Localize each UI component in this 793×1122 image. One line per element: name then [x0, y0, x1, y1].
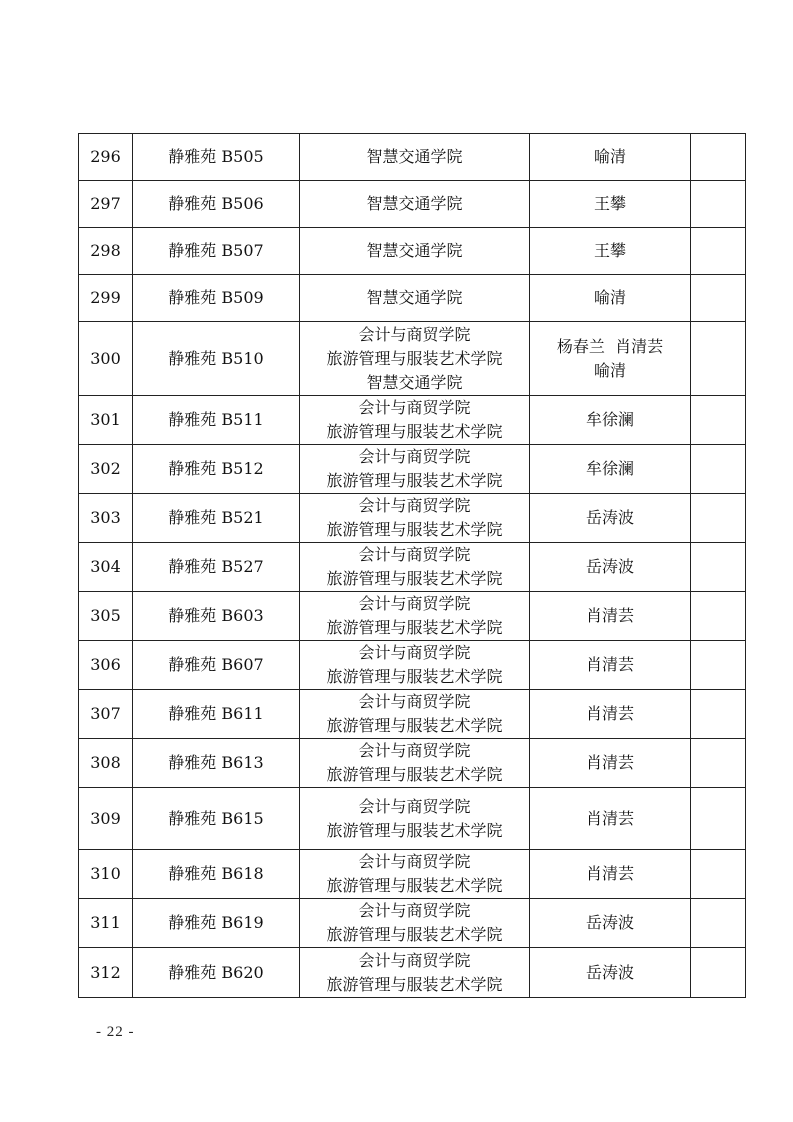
row-number: 310: [79, 850, 133, 899]
note-cell: [691, 899, 746, 948]
room-cell: 静雅苑 B510: [133, 322, 300, 396]
person-cell: [530, 275, 691, 322]
row-number: 296: [79, 134, 133, 181]
person-line: 喻清: [593, 360, 626, 380]
person-cell: [530, 592, 691, 641]
note-cell: [691, 592, 746, 641]
table-row: [79, 445, 746, 494]
table-row: [79, 228, 746, 275]
person-cell: [530, 396, 691, 445]
college-cell: [300, 181, 530, 228]
room-cell: 静雅苑 B618: [133, 850, 300, 899]
college-line: 会计与商贸学院: [358, 447, 471, 466]
note-cell: [691, 181, 746, 228]
row-number: 311: [79, 899, 133, 948]
person-line: 王攀: [593, 194, 626, 213]
room-cell: 静雅苑 B507: [133, 228, 300, 275]
college-line: 会计与商贸学院: [358, 545, 471, 564]
person-cell: [530, 850, 691, 899]
person-line: 岳涛波: [585, 913, 634, 932]
row-number: 304: [79, 543, 133, 592]
table-row: [79, 739, 746, 788]
row-number: 301: [79, 396, 133, 445]
person-line: 肖清芸: [585, 606, 634, 625]
note-cell: [691, 494, 746, 543]
person-cell: [530, 641, 691, 690]
row-number: 306: [79, 641, 133, 690]
room-cell: 静雅苑 B527: [133, 543, 300, 592]
row-number: 307: [79, 690, 133, 739]
college-line: 会计与商贸学院: [358, 594, 471, 613]
note-cell: [691, 850, 746, 899]
college-line: 旅游管理与服装艺术学院: [326, 876, 503, 895]
table-row: [79, 543, 746, 592]
college-line: 会计与商贸学院: [358, 496, 471, 515]
college-line: 旅游管理与服装艺术学院: [326, 422, 503, 441]
college-cell: [300, 899, 530, 948]
note-cell: [691, 445, 746, 494]
person-line: 肖清芸: [585, 864, 634, 883]
person-line: 牟徐澜: [585, 459, 634, 478]
room-cell: 静雅苑 B509: [133, 275, 300, 322]
room-cell: 静雅苑 B506: [133, 181, 300, 228]
room-cell: 静雅苑 B521: [133, 494, 300, 543]
person-cell: [530, 543, 691, 592]
college-line: 旅游管理与服装艺术学院: [326, 765, 503, 784]
row-number: 297: [79, 181, 133, 228]
college-line: 会计与商贸学院: [358, 796, 471, 816]
person-cell: [530, 445, 691, 494]
college-cell: [300, 592, 530, 641]
person-line: 岳涛波: [585, 508, 634, 527]
college-cell: [300, 494, 530, 543]
person-cell: [530, 494, 691, 543]
note-cell: [691, 322, 746, 396]
college-line: 智慧交通学院: [366, 372, 463, 392]
college-line: 会计与商贸学院: [358, 692, 471, 711]
note-cell: [691, 739, 746, 788]
college-cell: [300, 690, 530, 739]
dormitory-assignment-table: [78, 133, 746, 998]
person-line: 喻清: [593, 147, 626, 166]
row-number: 309: [79, 788, 133, 850]
person-line: 肖清芸: [585, 655, 634, 674]
room-cell: 静雅苑 B615: [133, 788, 300, 850]
table-row: [79, 592, 746, 641]
room-cell: 静雅苑 B611: [133, 690, 300, 739]
college-line: 旅游管理与服装艺术学院: [326, 925, 503, 944]
college-line: 旅游管理与服装艺术学院: [326, 348, 503, 368]
person-cell: [530, 948, 691, 998]
person-cell: [530, 739, 691, 788]
college-cell: [300, 543, 530, 592]
note-cell: [691, 948, 746, 998]
person-line: 岳涛波: [585, 962, 634, 982]
college-cell: [300, 275, 530, 322]
college-cell: [300, 322, 530, 396]
note-cell: [691, 543, 746, 592]
table-row: [79, 788, 746, 850]
college-line: 旅游管理与服装艺术学院: [326, 716, 503, 735]
room-cell: 静雅苑 B607: [133, 641, 300, 690]
college-line: 会计与商贸学院: [358, 398, 471, 417]
person-cell: [530, 788, 691, 850]
college-cell: [300, 134, 530, 181]
row-number: 308: [79, 739, 133, 788]
table-row: [79, 850, 746, 899]
row-number: 302: [79, 445, 133, 494]
college-line: 旅游管理与服装艺术学院: [326, 667, 503, 686]
person-line: 肖清芸: [585, 753, 634, 772]
college-line: 会计与商贸学院: [358, 643, 471, 662]
college-cell: [300, 788, 530, 850]
note-cell: [691, 134, 746, 181]
table-row: [79, 641, 746, 690]
college-line: 会计与商贸学院: [358, 852, 471, 871]
college-line: 会计与商贸学院: [358, 324, 471, 344]
room-cell: 静雅苑 B512: [133, 445, 300, 494]
person-line: 王攀: [593, 241, 626, 260]
row-number: 300: [79, 322, 133, 396]
person-cell: [530, 134, 691, 181]
college-cell: [300, 228, 530, 275]
college-cell: [300, 445, 530, 494]
college-line: 旅游管理与服装艺术学院: [326, 471, 503, 490]
row-number: 303: [79, 494, 133, 543]
person-cell: [530, 899, 691, 948]
college-line: 旅游管理与服装艺术学院: [326, 618, 503, 637]
person-cell: [530, 181, 691, 228]
person-line: 肖清芸: [585, 808, 634, 828]
person-line: 肖清芸: [585, 704, 634, 723]
room-cell: 静雅苑 B613: [133, 739, 300, 788]
college-cell: [300, 396, 530, 445]
table-row: [79, 181, 746, 228]
table-row: [79, 494, 746, 543]
college-line: 旅游管理与服装艺术学院: [326, 520, 503, 539]
page-number: - 22 -: [96, 1024, 135, 1040]
table-row: [79, 899, 746, 948]
college-line: 旅游管理与服装艺术学院: [326, 820, 503, 840]
table-row: [79, 134, 746, 181]
table-row: [79, 322, 746, 396]
table-row: [79, 690, 746, 739]
college-cell: [300, 850, 530, 899]
college-cell: [300, 739, 530, 788]
table-row: [79, 948, 746, 998]
college-line: 智慧交通学院: [366, 147, 463, 166]
person-line: 杨春兰 肖清芸: [556, 336, 664, 356]
person-cell: [530, 322, 691, 396]
room-cell: 静雅苑 B603: [133, 592, 300, 641]
room-cell: 静雅苑 B505: [133, 134, 300, 181]
room-cell: 静雅苑 B511: [133, 396, 300, 445]
college-cell: [300, 641, 530, 690]
note-cell: [691, 275, 746, 322]
college-line: 智慧交通学院: [366, 241, 463, 260]
college-line: 会计与商贸学院: [358, 741, 471, 760]
person-cell: [530, 690, 691, 739]
row-number: 299: [79, 275, 133, 322]
college-line: 会计与商贸学院: [358, 901, 471, 920]
person-cell: [530, 228, 691, 275]
row-number: 298: [79, 228, 133, 275]
college-line: 旅游管理与服装艺术学院: [326, 569, 503, 588]
college-line: 旅游管理与服装艺术学院: [326, 974, 503, 994]
person-line: 喻清: [593, 288, 626, 307]
person-line: 岳涛波: [585, 557, 634, 576]
person-line: 牟徐澜: [585, 410, 634, 429]
college-cell: [300, 948, 530, 998]
row-number: 305: [79, 592, 133, 641]
note-cell: [691, 641, 746, 690]
college-line: 智慧交通学院: [366, 194, 463, 213]
room-cell: 静雅苑 B620: [133, 948, 300, 998]
note-cell: [691, 788, 746, 850]
college-line: 会计与商贸学院: [358, 950, 471, 970]
note-cell: [691, 690, 746, 739]
table-body: [79, 134, 746, 998]
row-number: 312: [79, 948, 133, 998]
note-cell: [691, 396, 746, 445]
table-row: [79, 396, 746, 445]
room-cell: 静雅苑 B619: [133, 899, 300, 948]
college-line: 智慧交通学院: [366, 288, 463, 307]
table-row: [79, 275, 746, 322]
note-cell: [691, 228, 746, 275]
